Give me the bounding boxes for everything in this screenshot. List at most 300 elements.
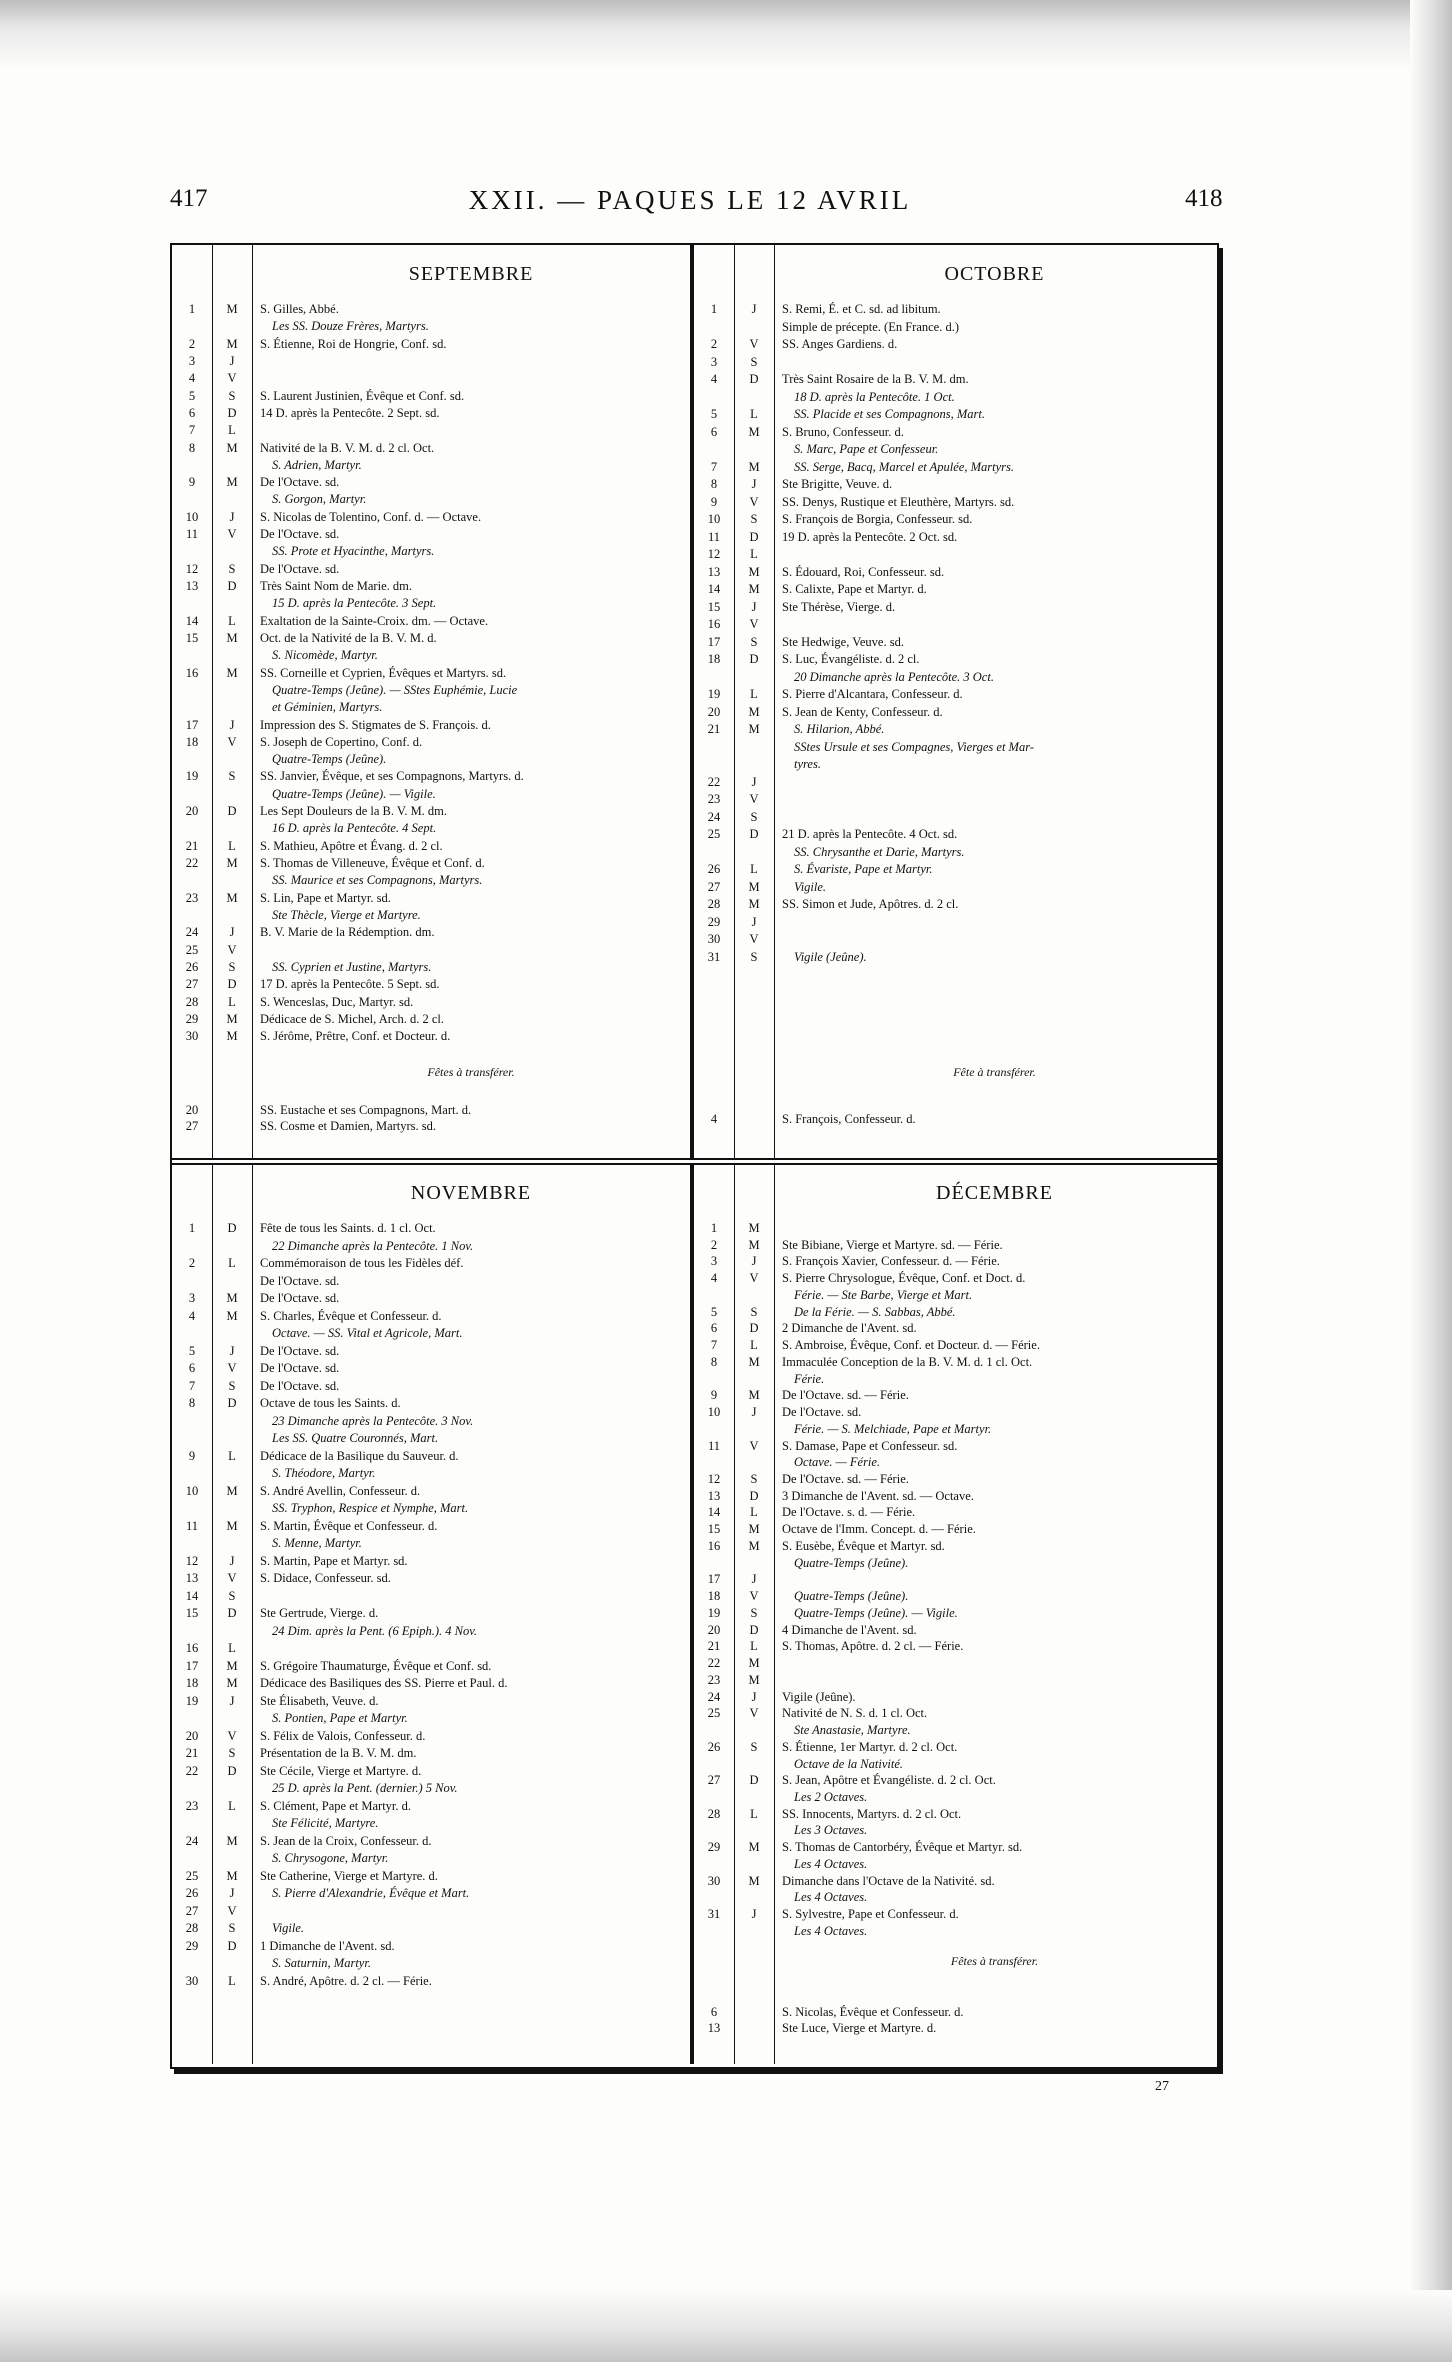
entry-text: SS. Simon et Jude, Apôtres. d. 2 cl. (782, 897, 959, 911)
entry-text: 22 Dimanche après la Pentecôte. 1 Nov. (272, 1238, 474, 1253)
weekday-letter: D (749, 1321, 759, 1336)
entry-row (172, 526, 690, 543)
entry-text: S. Remi, É. et C. sd. ad libitum. (782, 302, 941, 316)
day-number: 8 (710, 1354, 718, 1369)
day-number: 22 (707, 774, 721, 789)
weekday-letter: M (226, 890, 238, 905)
weekday-letter: L (228, 838, 236, 853)
entry-row (694, 1655, 1215, 1672)
day-number: 18 (185, 1676, 199, 1690)
day-number: 6 (188, 405, 196, 420)
entry-text: SS. Anges Gardiens. d. (782, 337, 898, 351)
entry-row (172, 1465, 690, 1483)
weekday-letter: V (227, 734, 237, 749)
weekday-letter: L (228, 994, 236, 1009)
entry-row (694, 1237, 1215, 1254)
entry-text: Ste Thérèse, Vierge. d. (782, 599, 896, 614)
day-number: 15 (707, 1522, 721, 1537)
weekday-letter: V (749, 337, 759, 351)
entry-text: Quatre-Temps (Jeûne). — Vigile. (272, 786, 436, 801)
entry-row (694, 1806, 1215, 1823)
entry-row (172, 1815, 690, 1833)
weekday-letter: M (748, 1672, 760, 1687)
transfer-day: 20 (185, 1103, 199, 1117)
entry-row (172, 578, 690, 595)
day-number: 5 (710, 407, 718, 421)
entry-text: 4 Dimanche de l'Avent. sd. (782, 1622, 917, 1637)
entry-row (694, 441, 1215, 459)
weekday-letter: J (229, 1343, 235, 1358)
entry-text: S. Nicomède, Martyr. (272, 648, 378, 663)
entry-row (694, 1756, 1215, 1773)
month-title: NOVEMBRE (410, 1182, 532, 1204)
weekday-letter: V (749, 932, 759, 946)
day-number: 26 (707, 862, 721, 876)
entry-row (172, 1570, 690, 1588)
day-number: 13 (185, 1571, 199, 1585)
entry-text: S. Pontien, Pape et Martyr. (272, 1711, 408, 1725)
entry-row (172, 1220, 690, 1238)
weekday-letter: M (226, 1676, 238, 1690)
day-number: 20 (707, 1622, 721, 1637)
entry-row (172, 1360, 690, 1378)
entry-text: Dédicace de la Basilique du Sauveur. d. (260, 1448, 459, 1463)
entry-text: De l'Octave. sd. — Férie. (782, 1388, 909, 1403)
weekday-letter: M (748, 1656, 760, 1671)
weekday-letter: M (748, 1873, 760, 1888)
entry-text: Octave de la Nativité. (794, 1756, 903, 1771)
weekday-letter: M (226, 630, 238, 645)
weekday-letter: D (749, 1773, 759, 1788)
entry-row (694, 634, 1215, 652)
entry-text: 3 Dimanche de l'Avent. sd. — Octave. (782, 1488, 974, 1503)
day-number: 6 (710, 1321, 718, 1336)
entry-row (694, 1521, 1215, 1538)
day-number: 23 (185, 1798, 199, 1813)
entry-row (694, 1421, 1215, 1438)
entry-list (694, 301, 1215, 966)
entry-text: S. Pierre Chrysologue, Évêque, Conf. et Doct. d. (782, 1271, 1026, 1286)
weekday-letter: D (227, 1763, 237, 1778)
entry-text: Simple de précepte. (En France. d.) (782, 319, 960, 334)
weekday-letter: S (750, 634, 758, 649)
entry-text: Oct. de la Nativité de la B. V. M. d. (260, 630, 437, 645)
entry-row (172, 1728, 690, 1746)
entry-row (694, 1638, 1215, 1655)
entry-text: S. Pierre d'Alcantara, Confesseur. d. (782, 687, 963, 701)
day-number: 10 (185, 1483, 199, 1498)
weekday-letter: L (228, 1798, 236, 1813)
weekday-letter: M (748, 1522, 760, 1537)
day-number: 13 (707, 1488, 721, 1503)
day-number: 3 (710, 1254, 718, 1269)
entry-text: Les 3 Octaves. (794, 1823, 868, 1838)
entry-text: Ste Brigitte, Veuve. d. (782, 477, 893, 491)
weekday-letter: L (228, 423, 236, 438)
entry-text: S. Martin, Évêque et Confesseur. d. (260, 1518, 438, 1533)
day-number: 5 (188, 388, 196, 403)
entry-text: 19 D. après la Pentecôte. 2 Oct. sd. (782, 529, 958, 544)
day-number: 14 (185, 1588, 199, 1603)
entry-row (172, 440, 690, 457)
entry-row (694, 1822, 1215, 1839)
entry-text: Octave. — SS. Vital et Agricole, Mart. (272, 1326, 463, 1340)
entry-row (694, 914, 1215, 932)
transfer-row (172, 1102, 690, 1118)
entry-row (172, 1500, 690, 1518)
decembre-section (692, 1164, 1215, 2064)
weekday-letter: M (748, 1221, 760, 1235)
weekday-letter: J (751, 914, 757, 929)
day-number: 2 (188, 1256, 196, 1270)
entry-text: De l'Octave. sd. (260, 1273, 340, 1288)
entry-row (172, 1640, 690, 1658)
entry-text: Ste Gertrude, Vierge. d. (260, 1606, 379, 1620)
entry-row (172, 647, 690, 664)
entry-row (694, 1504, 1215, 1521)
entry-text: Quatre-Temps (Jeûne). (272, 752, 387, 767)
entry-row (694, 721, 1215, 739)
entry-row (172, 1413, 690, 1431)
entry-row (694, 1622, 1215, 1639)
day-number: 30 (185, 1973, 199, 1988)
weekday-letter: L (750, 687, 758, 701)
entry-row (172, 1378, 690, 1396)
entry-row (172, 699, 690, 716)
transfer-text: SS. Eustache et ses Compagnons, Mart. d. (260, 1103, 472, 1117)
day-number: 7 (188, 423, 196, 438)
weekday-letter: L (750, 1806, 758, 1821)
entry-row (172, 561, 690, 578)
entry-row (172, 1710, 690, 1728)
day-number: 17 (707, 634, 721, 649)
day-number: 16 (185, 665, 199, 680)
weekday-letter: V (749, 1438, 759, 1453)
entry-text: Quatre-Temps (Jeûne). (794, 1555, 909, 1570)
entry-row (172, 1675, 690, 1693)
entry-text: De l'Octave. sd. (260, 1291, 340, 1305)
entry-row (172, 768, 690, 785)
weekday-letter: L (750, 862, 758, 876)
weekday-letter: M (226, 1868, 238, 1883)
day-number: 1 (710, 302, 718, 316)
weekday-letter: M (226, 440, 238, 455)
weekday-letter: M (226, 1518, 238, 1533)
entry-text: Ste Hedwige, Veuve. sd. (782, 634, 904, 649)
weekday-letter: J (229, 1693, 235, 1708)
entry-row (694, 599, 1215, 617)
scan-noise-bottom (0, 2290, 1452, 2362)
day-number: 11 (185, 527, 199, 542)
day-number: 15 (707, 599, 721, 614)
entry-text: Vigile. (794, 879, 827, 894)
entry-row (694, 1438, 1215, 1455)
weekday-letter: D (227, 1221, 237, 1235)
weekday-letter: S (228, 1921, 236, 1935)
entry-row (172, 1780, 690, 1798)
day-number: 10 (185, 509, 199, 524)
entry-row (694, 581, 1215, 599)
weekday-letter: S (750, 1472, 758, 1487)
entry-text: SS. Placide et ses Compagnons, Mart. (794, 407, 985, 421)
entry-text: De l'Octave. sd. (782, 1405, 862, 1420)
weekday-letter: S (750, 809, 758, 824)
entry-row (694, 1371, 1215, 1388)
weekday-letter: M (748, 879, 760, 894)
transfer-day: 13 (707, 2021, 721, 2035)
entry-text: S. Joseph de Copertino, Conf. d. (260, 734, 423, 749)
day-number: 24 (185, 1833, 199, 1848)
entry-row (694, 459, 1215, 477)
entry-text: Les SS. Douze Frères, Martyrs. (272, 319, 429, 334)
entry-text: S. Mathieu, Apôtre et Évang. d. 2 cl. (260, 838, 443, 853)
weekday-letter: S (228, 561, 236, 576)
entry-text: et Géminien, Martyrs. (272, 700, 383, 715)
entry-text: S. François Xavier, Confesseur. d. — Férie. (782, 1254, 1000, 1269)
entry-text: S. Thomas de Villeneuve, Évêque et Conf. d. (260, 856, 485, 870)
entry-text: 23 Dimanche après la Pentecôte. 3 Nov. (272, 1413, 474, 1428)
weekday-letter: D (227, 1396, 237, 1410)
entry-text: De la Férie. — S. Sabbas, Abbé. (794, 1304, 956, 1319)
entry-text: S. André Avellin, Confesseur. d. (260, 1483, 421, 1498)
entry-text: Les 4 Octaves. (794, 1890, 868, 1905)
weekday-letter: J (751, 1254, 757, 1269)
feasts-label: Fêtes à transférer. (950, 1954, 1039, 1968)
entry-row (694, 1789, 1215, 1806)
entry-row (172, 1623, 690, 1641)
weekday-letter: J (229, 1886, 235, 1900)
entry-text: S. Martin, Pape et Martyr. sd. (260, 1553, 408, 1568)
weekday-letter: J (229, 353, 235, 368)
day-number: 18 (707, 652, 721, 666)
weekday-letter: M (748, 459, 760, 474)
entry-row (172, 474, 690, 491)
entry-row (694, 406, 1215, 424)
entry-row (172, 491, 690, 508)
transfer-list (694, 2004, 1215, 2036)
entry-text: De l'Octave. sd. (260, 1378, 340, 1393)
weekday-letter: S (228, 769, 236, 784)
day-number: 24 (707, 809, 721, 824)
weekday-letter: M (226, 1308, 238, 1323)
day-number: 26 (185, 1886, 199, 1900)
entry-text: S. Théodore, Martyr. (272, 1466, 376, 1480)
day-number: 27 (707, 879, 721, 894)
entry-row (172, 301, 690, 318)
weekday-letter: V (227, 1728, 237, 1743)
entry-row (694, 896, 1215, 914)
entry-row (694, 826, 1215, 844)
entry-text: Ste Anastasie, Martyre. (794, 1723, 911, 1738)
weekday-letter: V (227, 1903, 237, 1918)
month-title: OCTOBRE (944, 263, 1045, 285)
entry-row (172, 405, 690, 422)
entry-text: Quatre-Temps (Jeûne). (794, 1589, 909, 1604)
weekday-letter: D (749, 372, 759, 386)
entry-row (694, 1555, 1215, 1572)
weekday-letter: M (226, 475, 238, 490)
entry-row (172, 682, 690, 699)
entry-text: S. Édouard, Roi, Confesseur. sd. (782, 564, 945, 579)
day-number: 3 (710, 354, 718, 369)
day-number: 14 (707, 1505, 721, 1520)
entry-list (172, 301, 690, 1045)
entry-text: S. Étienne, Roi de Hongrie, Conf. sd. (260, 336, 447, 351)
entry-text: Férie. — Ste Barbe, Vierge et Mart. (794, 1287, 973, 1302)
day-number: 7 (710, 459, 718, 474)
entry-row (694, 1304, 1215, 1321)
weekday-letter: J (229, 509, 235, 524)
weekday-letter: J (751, 1907, 757, 1922)
entry-row (172, 1833, 690, 1851)
entry-row (172, 630, 690, 647)
entry-row (172, 959, 690, 976)
day-number: 9 (188, 475, 196, 490)
entry-text: De l'Octave. s. d. — Férie. (782, 1505, 916, 1520)
entry-text: SS. Tryphon, Respice et Nymphe, Mart. (272, 1501, 469, 1515)
weekday-letter: M (226, 665, 238, 680)
entry-row (172, 1745, 690, 1763)
entry-row (694, 1571, 1215, 1588)
day-number: 24 (707, 1689, 721, 1704)
entry-text: Dédicace de S. Michel, Arch. d. 2 cl. (260, 1011, 444, 1026)
entry-row (172, 855, 690, 872)
entry-row (694, 546, 1215, 564)
entry-text: S. François de Borgia, Confesseur. sd. (782, 512, 973, 526)
weekday-letter: J (751, 1572, 757, 1587)
day-number: 28 (185, 1921, 199, 1935)
entry-row (694, 1404, 1215, 1421)
weekday-letter: D (749, 1622, 759, 1637)
weekday-letter: V (749, 792, 759, 806)
day-number: 25 (707, 827, 721, 841)
entry-row (172, 1850, 690, 1868)
entry-text: SS. Corneille et Cyprien, Évêques et Martyrs. sd. (260, 665, 507, 680)
entry-row (172, 1868, 690, 1886)
day-number: 21 (707, 722, 721, 736)
weekday-letter: M (226, 1011, 238, 1026)
entry-text: SS. Innocents, Martyrs. d. 2 cl. Oct. (782, 1806, 962, 1821)
entry-row (172, 924, 690, 941)
entry-row (172, 1920, 690, 1938)
entry-text: Immaculée Conception de la B. V. M. d. 1 cl. Oct. (782, 1354, 1033, 1369)
entry-text: S. Luc, Évangéliste. d. 2 cl. (782, 652, 920, 666)
day-number: 28 (185, 994, 199, 1009)
day-number: 1 (710, 1221, 718, 1235)
entry-row (694, 1889, 1215, 1906)
entry-row (172, 1343, 690, 1361)
entry-row (172, 1028, 690, 1045)
entry-row (172, 1938, 690, 1956)
entry-text: Très Saint Rosaire de la B. V. M. dm. (782, 372, 969, 386)
entry-row (694, 774, 1215, 792)
transfer-day: 6 (710, 2005, 718, 2019)
entry-text: De l'Octave. sd. (260, 1361, 340, 1375)
weekday-letter: J (751, 1405, 757, 1420)
entry-row (172, 1011, 690, 1028)
weekday-letter: V (227, 527, 237, 542)
entry-text: S. Thomas, Apôtre. d. 2 cl. — Férie. (782, 1639, 964, 1654)
weekday-letter: V (227, 1571, 237, 1585)
entry-text: S. Adrien, Martyr. (272, 457, 362, 472)
entry-row (694, 1354, 1215, 1371)
weekday-letter: S (228, 959, 236, 974)
entry-text: 14 D. après la Pentecôte. 2 Sept. sd. (260, 405, 440, 420)
day-number: 29 (707, 1840, 721, 1855)
weekday-letter: L (750, 1338, 758, 1353)
entry-text: Nativité de N. S. d. 1 cl. Oct. (782, 1706, 928, 1721)
entry-row (694, 1873, 1215, 1890)
weekday-letter: V (227, 1361, 237, 1375)
entry-row (172, 665, 690, 682)
day-number: 9 (188, 1448, 196, 1463)
entry-row (694, 1923, 1215, 1940)
weekday-letter: M (226, 856, 238, 870)
entry-text: SS. Maurice et ses Compagnons, Martyrs. (272, 873, 483, 888)
entry-row (694, 1337, 1215, 1354)
day-number: 1 (188, 302, 196, 316)
entry-text: S. Pierre d'Alexandrie, Évêque et Mart. (272, 1886, 470, 1900)
entry-text: Nativité de la B. V. M. d. 2 cl. Oct. (260, 440, 435, 455)
day-number: 27 (185, 977, 199, 992)
day-number: 4 (188, 1308, 196, 1323)
weekday-letter: V (749, 617, 759, 631)
day-number: 11 (707, 529, 721, 544)
weekday-letter: L (228, 613, 236, 628)
entry-row (694, 476, 1215, 494)
weekday-letter: S (228, 1746, 236, 1760)
page-header (0, 185, 1452, 225)
entry-row (172, 1255, 690, 1273)
weekday-letter: M (748, 1840, 760, 1855)
day-number: 11 (707, 1438, 721, 1453)
weekday-letter: V (749, 1589, 759, 1604)
entry-text: S. Grégoire Thaumaturge, Évêque et Conf. sd. (260, 1658, 492, 1673)
entry-row (172, 751, 690, 768)
entry-row (172, 422, 690, 439)
weekday-letter: L (228, 1641, 236, 1655)
entry-row (694, 1906, 1215, 1923)
day-number: 22 (707, 1656, 721, 1671)
day-number: 24 (185, 925, 199, 940)
entry-text: Exaltation de la Sainte-Croix. dm. — Octave. (260, 613, 489, 628)
weekday-letter: D (227, 804, 237, 819)
entry-row (694, 1588, 1215, 1605)
entry-row (172, 1955, 690, 1973)
entry-row (694, 1287, 1215, 1304)
entry-text: S. Étienne, 1er Martyr. d. 2 cl. Oct. (782, 1739, 958, 1754)
transfer-text: Ste Luce, Vierge et Martyre. d. (782, 2021, 937, 2035)
entry-row (694, 791, 1215, 809)
day-number: 9 (710, 494, 718, 509)
scan-noise-top (0, 0, 1452, 70)
entry-row (172, 734, 690, 751)
entry-row (172, 1605, 690, 1623)
entry-row (694, 319, 1215, 337)
entry-text: Férie. — S. Melchiade, Pape et Martyr. (794, 1421, 992, 1436)
day-number: 28 (707, 897, 721, 911)
entry-text: S. Calixte, Pape et Martyr. d. (782, 582, 927, 596)
entry-row (694, 1253, 1215, 1270)
entry-row (694, 704, 1215, 722)
entry-text: Ste Félicité, Martyre. (272, 1816, 379, 1830)
entry-text: SS. Chrysanthe et Darie, Martyrs. (794, 844, 965, 859)
entry-row (694, 354, 1215, 372)
day-number: 4 (188, 371, 196, 386)
day-number: 7 (188, 1378, 196, 1393)
entry-text: 20 Dimanche après la Pentecôte. 3 Oct. (794, 669, 994, 684)
weekday-letter: L (750, 1639, 758, 1654)
